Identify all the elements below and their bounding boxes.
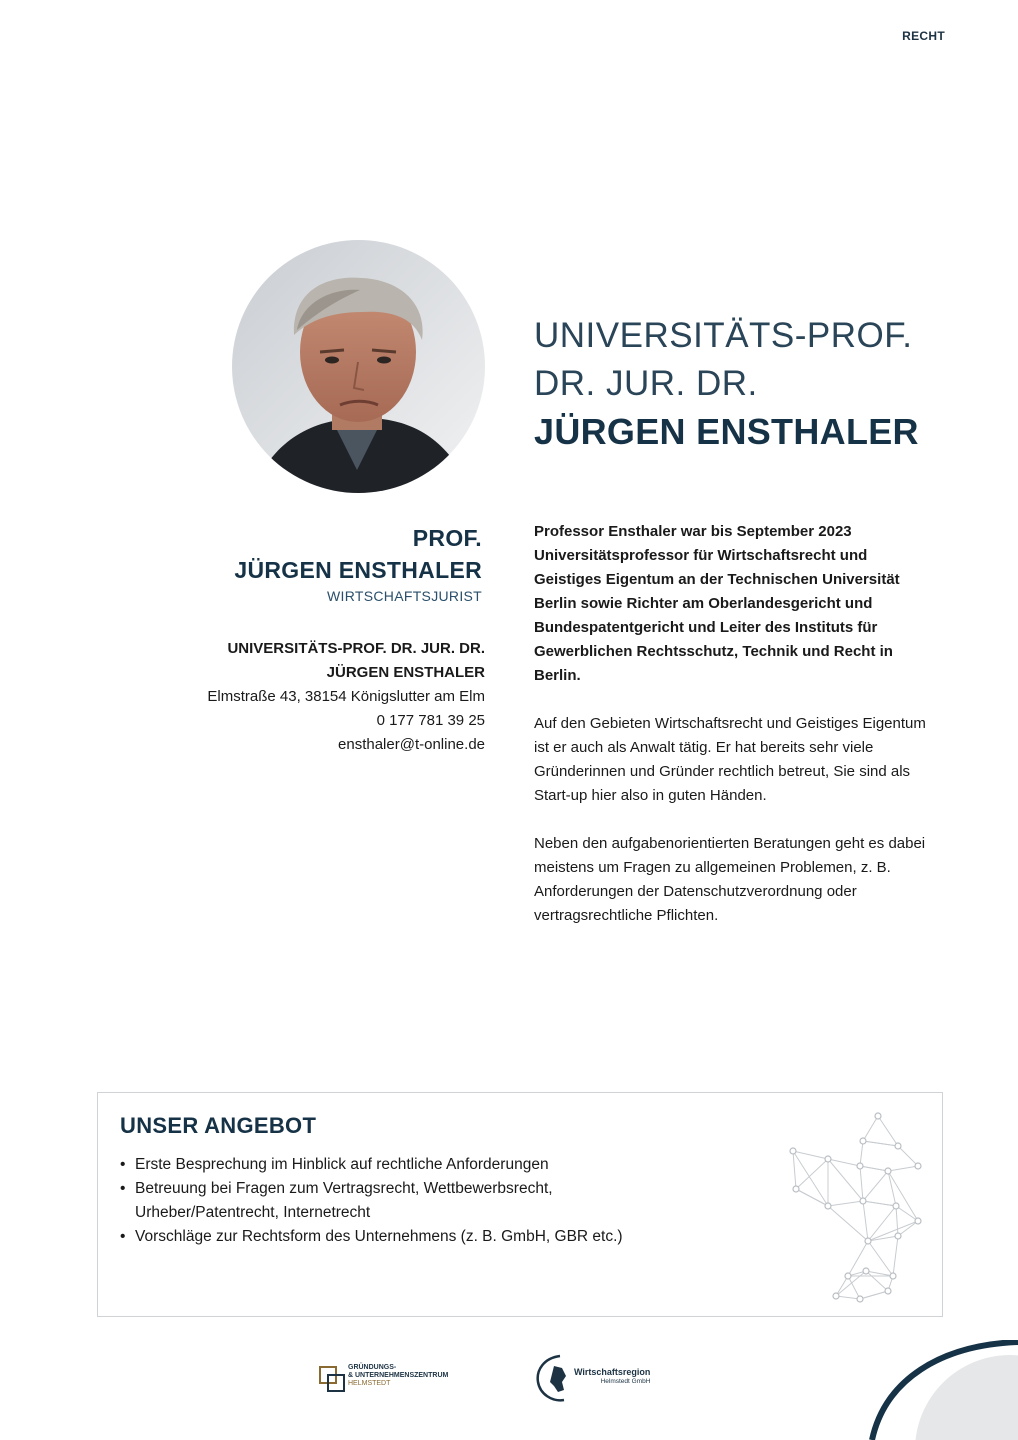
contact-block — [170, 637, 485, 757]
offer-item: • Vorschläge zur Rechtsform des Unternehmens (z. B. GmbH, GBR etc.) — [120, 1225, 680, 1249]
bio-paragraph-3: Neben den aufgabenorientierten Beratungen geht es dabei meistens um Fragen zu allgemeinen Problemen, z. B. Anforderungen der Datenschutzverordnung oder vertragsrechtliche Pflichten. — [534, 835, 926, 924]
logo2-text — [574, 1368, 650, 1386]
headline — [534, 312, 974, 456]
headline-name: JÜRGEN ENSTHALER — [534, 411, 919, 452]
bio-paragraph-2: Auf den Gebieten Wirtschaftsrecht und Geistiges Eigentum ist er auch als Anwalt tätig. Er hat bereits sehr viele Gründerinnen und Gründer rechtlich betreut, Sie sind als Start-up hier also in guten Händen. — [534, 715, 926, 804]
bio-paragraph-1: Professor Ensthaler war bis September 2023 Universitätsprofessor für Wirtschaftsrecht und Geistiges Eigentum an der Technischen Universität Berlin sowie Richter am Oberlandesgericht und Bundespatentgericht und Leiter des Instituts für Gewerblichen Rechtsschutz, Technik und Recht in Berlin. — [534, 523, 900, 684]
logo1-text — [348, 1364, 448, 1388]
profile-name: JÜRGEN ENSTHALER — [234, 557, 482, 583]
contact-address: Elmstraße 43, 38154 Königslutter am Elm — [207, 688, 485, 705]
logo2-line2: Helmstedt GmbH — [600, 1378, 651, 1385]
portrait-photo — [232, 240, 485, 493]
offer-item: • Erste Besprechung im Hinblick auf rechtliche Anforderungen — [120, 1153, 680, 1177]
headline-title-line1: UNIVERSITÄTS-PROF. — [534, 316, 913, 355]
profile-role: WIRTSCHAFTSJURIST — [327, 588, 482, 604]
contact-phone[interactable]: 0 177 781 39 25 — [376, 712, 485, 729]
squares-logo-icon — [318, 1365, 346, 1393]
wirtschaftsregion-logo[interactable] — [534, 1352, 659, 1404]
section-tag: RECHT — [902, 29, 945, 43]
bio-text — [534, 520, 929, 952]
logo1-line2: & UNTERNEHMENSZENTRUM — [348, 1372, 449, 1379]
logo1-line1: GRÜNDUNGS- — [348, 1364, 397, 1371]
region-logo-icon — [534, 1352, 574, 1404]
offer-box — [97, 1092, 943, 1317]
gruendungszentrum-logo[interactable] — [318, 1362, 453, 1396]
profile-title: PROF. — [412, 525, 482, 551]
network-map-icon — [788, 1111, 928, 1306]
logo1-line3: HELMSTEDT — [348, 1380, 391, 1387]
portrait-illustration — [232, 240, 485, 493]
contact-email[interactable]: ensthaler@t-online.de — [338, 736, 485, 753]
headline-title-line2: DR. JUR. DR. — [534, 364, 758, 403]
contact-name-line2: JÜRGEN ENSTHALER — [326, 664, 485, 681]
logo2-line1: Wirtschaftsregion — [574, 1367, 651, 1377]
offer-list — [120, 1153, 680, 1249]
offer-title: UNSER ANGEBOT — [120, 1113, 317, 1138]
offer-item: • Betreuung bei Fragen zum Vertragsrecht, Wettbewerbsrecht, Urheber/Patentrecht, Internetrecht — [120, 1177, 680, 1225]
profile-name-block — [170, 522, 482, 604]
corner-arc-decoration — [860, 1340, 1018, 1440]
contact-name-line1: UNIVERSITÄTS-PROF. DR. JUR. DR. — [227, 640, 485, 657]
